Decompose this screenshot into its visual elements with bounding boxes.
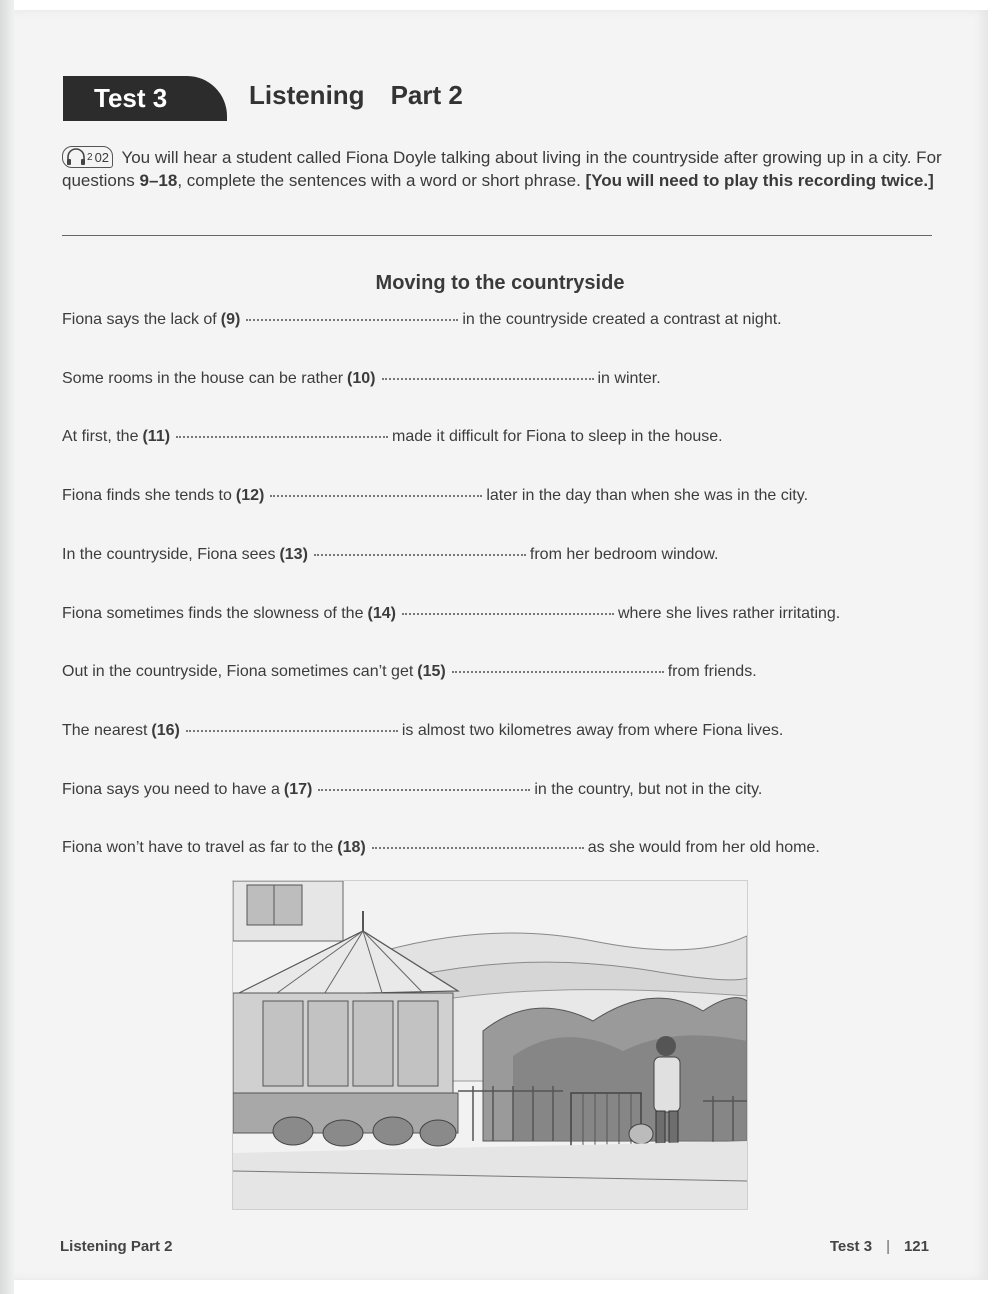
book-spine-shadow (0, 0, 14, 1294)
play-twice-instruction: [You will need to play this recording twice.] (585, 171, 934, 190)
test-label: Test 3 (94, 83, 168, 113)
question-row (62, 781, 762, 799)
question-text-before: The nearest (62, 722, 148, 739)
question-text-before: Fiona says the lack of (62, 311, 217, 328)
question-row (62, 546, 718, 564)
page-header (63, 76, 563, 121)
question-number: (10) (347, 370, 376, 387)
answer-blank[interactable] (186, 729, 398, 732)
question-text-after: as she would from her old home. (587, 839, 820, 856)
audio-track-badge[interactable] (62, 146, 113, 168)
question-text-before: At first, the (62, 428, 139, 445)
headphones-icon (65, 148, 87, 166)
question-text-before: Fiona says you need to have a (62, 781, 280, 798)
question-row (62, 722, 783, 740)
section-name: Listening (249, 80, 365, 110)
footer-section: Listening Part 2 (60, 1238, 173, 1255)
answer-blank[interactable] (382, 377, 594, 380)
question-number: (15) (417, 663, 446, 680)
question-range: 9–18 (139, 171, 178, 190)
question-text-after: in winter. (597, 370, 661, 387)
question-number: (14) (367, 605, 396, 622)
answer-blank[interactable] (452, 670, 664, 673)
answer-blank[interactable] (270, 494, 482, 497)
question-text-after: later in the day than when she was in the city. (486, 487, 809, 504)
question-row (62, 370, 661, 388)
answer-blank[interactable] (372, 846, 584, 849)
instructions (62, 146, 942, 192)
section-title (249, 80, 463, 111)
question-row (62, 605, 840, 623)
countryside-illustration (232, 880, 748, 1210)
question-text-after: in the country, but not in the city. (534, 781, 763, 798)
question-number: (11) (142, 428, 171, 445)
question-text-before: Some rooms in the house can be rather (62, 370, 344, 387)
audio-track-number: 02 (94, 149, 110, 165)
audio-disc-number: 2 (87, 151, 93, 163)
answer-blank[interactable] (176, 435, 388, 438)
question-number: (9) (220, 311, 241, 328)
question-row (62, 487, 808, 505)
answer-blank[interactable] (318, 788, 530, 791)
intro-text-1: You will hear a student called Fiona Doyle talking about living in the countryside after growing up in a city. For questions (62, 148, 942, 190)
question-text-before: In the countryside, Fiona sees (62, 546, 276, 563)
question-text-after: is almost two kilometres away from where Fiona lives. (401, 722, 784, 739)
question-number: (17) (283, 781, 313, 798)
question-number: (18) (337, 839, 366, 856)
footer-separator: | (886, 1238, 890, 1255)
divider (62, 235, 932, 236)
question-number: (12) (235, 487, 265, 504)
question-row (62, 311, 782, 329)
answer-blank[interactable] (402, 612, 614, 615)
question-text-before: Fiona sometimes finds the slowness of the (62, 605, 364, 622)
section-part: Part 2 (390, 80, 463, 110)
question-number: (13) (279, 546, 308, 563)
question-text-before: Fiona finds she tends to (62, 487, 232, 504)
question-row (62, 839, 820, 857)
question-row (62, 663, 757, 681)
question-text-after: made it difficult for Fiona to sleep in the house. (392, 428, 723, 445)
page-number: 121 (903, 1238, 929, 1255)
footer-test: Test 3 (829, 1238, 873, 1255)
task-title: Moving to the countryside (375, 272, 625, 294)
answer-blank[interactable] (246, 318, 458, 321)
intro-text-2: , complete the sentences with a word or short phrase. (177, 171, 586, 190)
question-text-after: from her bedroom window. (529, 546, 719, 563)
question-number: (16) (151, 722, 180, 739)
answer-blank[interactable] (314, 553, 526, 556)
test-tab (63, 76, 227, 121)
question-text-before: Fiona won’t have to travel as far to the (62, 839, 334, 856)
question-text-after: in the countryside created a contrast at night. (462, 311, 782, 328)
question-row (62, 428, 723, 446)
question-text-after: from friends. (667, 663, 757, 680)
question-text-after: where she lives rather irritating. (617, 605, 841, 622)
footer-page-info (830, 1238, 929, 1255)
question-text-before: Out in the countryside, Fiona sometimes can’t get (62, 663, 414, 680)
